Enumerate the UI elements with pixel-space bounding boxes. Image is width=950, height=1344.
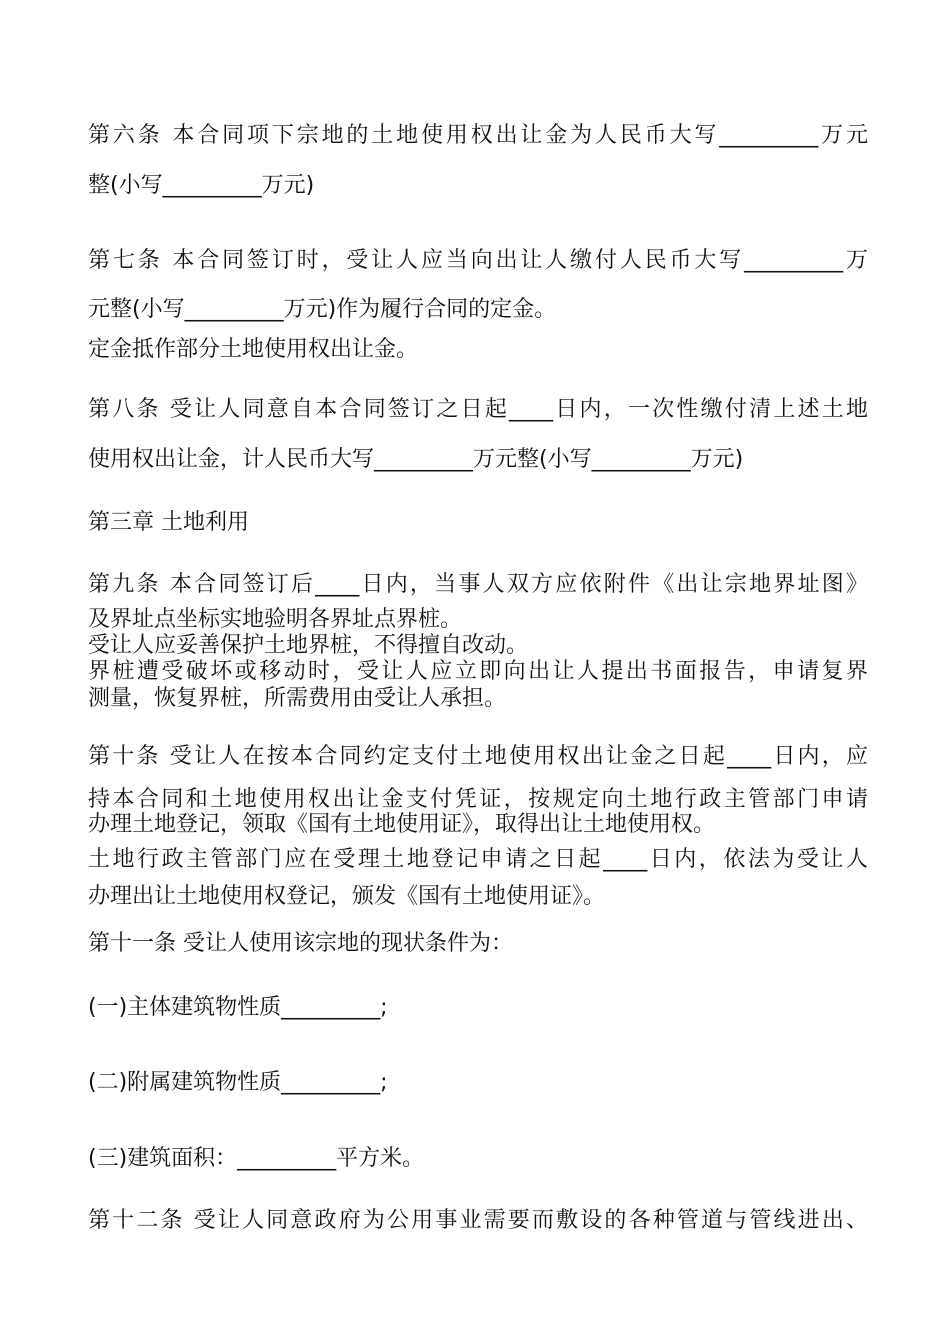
article-11-item-3: (三)建筑面积：_________平方米。 [88,1146,425,1171]
article-10-line-2: 持本合同和土地使用权出让金支付凭证，按规定向土地行政主管部门申请 [88,787,868,812]
article-10-line-5: 办理出让土地使用权登记，颁发《国有土地使用证》。 [88,884,606,909]
article-7-line-3: 定金抵作部分土地使用权出让金。 [88,337,419,362]
article-9-line-4: 界桩遭受破坏或移动时，受让人应立即向出让人提出书面报告，申请复界 [88,659,868,684]
article-11-item-2: (二)附属建筑物性质_________; [88,1070,388,1095]
article-9-line-5: 测量，恢复界桩，所需费用由受让人承担。 [88,686,507,711]
article-11-intro: 第十一条 受让人使用该宗地的现状条件为： [88,931,513,956]
article-9-line-2: 及界址点坐标实地验明各界址点界桩。 [88,607,463,632]
article-12-line-1: 第十二条 受让人同意政府为公用事业需要而敷设的各种管道与管线进出、 [88,1208,868,1233]
article-7-line-2: 元整(小写_________万元)作为履行合同的定金。 [88,297,557,322]
article-10-line-4: 土地行政主管部门应在受理土地登记申请之日起____日内，依法为受让人 [88,847,868,872]
article-6-line-2: 整(小写_________万元) [88,173,315,198]
article-9-line-3: 受让人应妥善保护土地界桩，不得擅自改动。 [88,633,529,658]
article-9-line-1: 第九条 本合同签订后____日内，当事人双方应依附件《出让宗地界址图》 [88,572,868,597]
article-11-item-1: (一)主体建筑物性质_________; [88,995,388,1020]
article-8-line-1: 第八条 受让人同意自本合同签订之日起____日内，一次性缴付清上述土地 [88,397,868,422]
article-10-line-1: 第十条 受让人在按本合同约定支付土地使用权出让金之日起____日内，应 [88,744,868,769]
article-7-line-1: 第七条 本合同签订时，受让人应当向出让人缴付人民币大写_________万 [88,248,868,273]
article-6-line-1: 第六条 本合同项下宗地的土地使用权出让金为人民币大写_________万元 [88,123,868,148]
chapter-3-title: 第三章 土地利用 [88,510,249,535]
article-8-line-2: 使用权出让金，计人民币大写_________万元整(小写_________万元) [88,447,744,472]
article-10-line-3: 办理土地登记，领取《国有土地使用证》，取得出让土地使用权。 [88,812,716,837]
